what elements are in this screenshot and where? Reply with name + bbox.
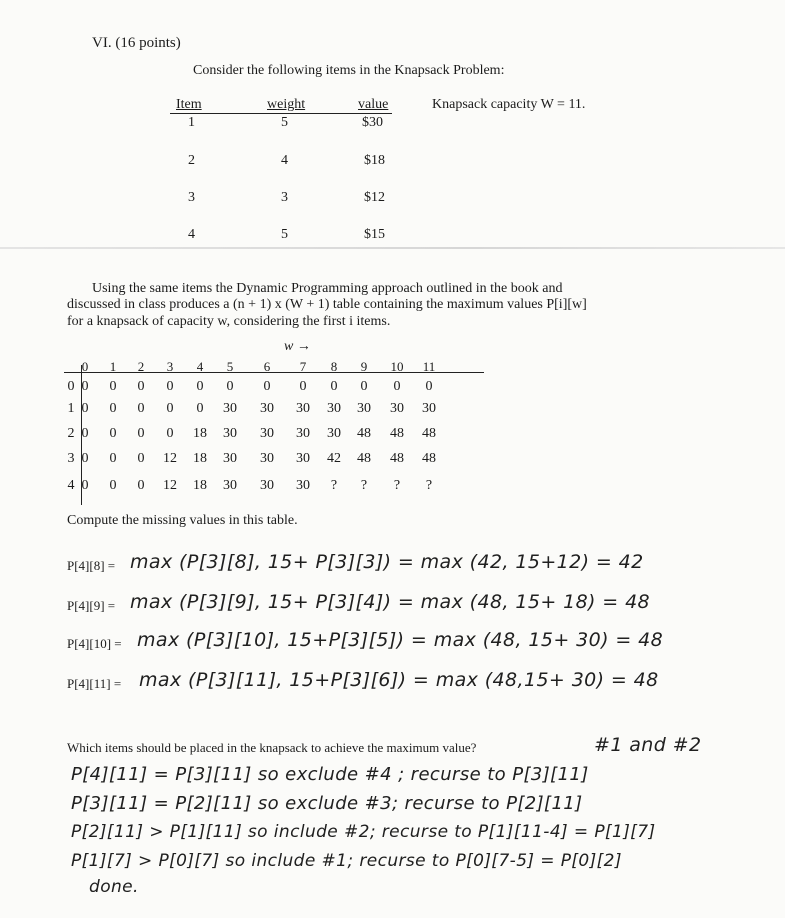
dp-col-header-0: 0 bbox=[81, 359, 89, 374]
dp-cell-2-7: 30 bbox=[296, 426, 310, 441]
dp-cell-4-1: 0 bbox=[109, 478, 117, 493]
dp-cell-4-0: 0 bbox=[81, 478, 89, 493]
items-question-prompt: Which items should be placed in the knapsack to achieve the maximum value? bbox=[67, 740, 477, 755]
dp-col-header-7: 7 bbox=[299, 359, 307, 374]
dp-cell-4-6: 30 bbox=[260, 478, 274, 493]
answer-work-p4-8: max (P[3][8], 15+ P[3][3]) = max (42, 15+12) = 42 bbox=[130, 551, 644, 573]
answer-label-p4-8: P[4][8] = bbox=[67, 558, 116, 573]
dp-cell-1-0: 0 bbox=[81, 401, 89, 416]
dp-cell-4-9: ? bbox=[360, 478, 368, 493]
dp-cell-2-8: 30 bbox=[327, 426, 341, 441]
dp-cell-3-1: 0 bbox=[109, 451, 117, 466]
dp-col-header-9: 9 bbox=[360, 359, 368, 374]
items-header-value: value bbox=[358, 97, 389, 112]
dp-cell-2-4: 18 bbox=[193, 426, 207, 441]
dp-cell-1-7: 30 bbox=[296, 401, 310, 416]
dp-cell-0-5: 0 bbox=[226, 379, 234, 394]
answer-work-p4-11: max (P[3][11], 15+P[3][6]) = max (48,15+ 30) = 48 bbox=[139, 669, 659, 691]
dp-cell-1-8: 30 bbox=[327, 401, 341, 416]
dp-cell-0-6: 0 bbox=[263, 379, 271, 394]
dp-cell-0-3: 0 bbox=[166, 379, 174, 394]
dp-col-header-6: 6 bbox=[263, 359, 271, 374]
dp-cell-4-3: 12 bbox=[163, 478, 177, 493]
dp-row-label-2: 2 bbox=[67, 426, 75, 441]
dp-cell-1-4: 0 bbox=[196, 401, 204, 416]
dp-col-header-8: 8 bbox=[330, 359, 338, 374]
dp-description-line-3: for a knapsack of capacity w, considering the first i items. bbox=[67, 314, 391, 329]
dp-axis-label: w → bbox=[284, 339, 311, 354]
items-row-1-item: 1 bbox=[188, 115, 195, 130]
dp-cell-4-2: 0 bbox=[137, 478, 145, 493]
dp-cell-0-7: 0 bbox=[299, 379, 307, 394]
items-header-weight: weight bbox=[267, 97, 306, 112]
items-header-rule bbox=[170, 113, 392, 114]
items-row-1-weight: 5 bbox=[281, 115, 288, 130]
dp-col-header-11: 11 bbox=[422, 359, 436, 374]
dp-cell-1-11: 30 bbox=[422, 401, 436, 416]
dp-cell-3-2: 0 bbox=[137, 451, 145, 466]
dp-cell-1-6: 30 bbox=[260, 401, 274, 416]
knapsack-capacity: Knapsack capacity W = 11. bbox=[432, 97, 586, 112]
dp-cell-0-1: 0 bbox=[109, 379, 117, 394]
items-row-4-weight: 5 bbox=[281, 227, 288, 242]
question-header: VI. (16 points) bbox=[92, 35, 181, 51]
dp-cell-3-7: 30 bbox=[296, 451, 310, 466]
dp-cell-2-3: 0 bbox=[166, 426, 174, 441]
dp-cell-1-9: 30 bbox=[357, 401, 371, 416]
trace-line-5: done. bbox=[89, 877, 139, 897]
dp-cell-2-2: 0 bbox=[137, 426, 145, 441]
dp-cell-0-11: 0 bbox=[425, 379, 433, 394]
dp-cell-0-9: 0 bbox=[360, 379, 368, 394]
dp-cell-4-8: ? bbox=[330, 478, 338, 493]
items-question-answer: #1 and #2 bbox=[594, 734, 702, 756]
dp-cell-2-11: 48 bbox=[422, 426, 436, 441]
dp-cell-0-0: 0 bbox=[81, 379, 89, 394]
dp-cell-1-2: 0 bbox=[137, 401, 145, 416]
dp-cell-4-5: 30 bbox=[223, 478, 237, 493]
dp-cell-2-6: 30 bbox=[260, 426, 274, 441]
dp-cell-1-10: 30 bbox=[390, 401, 404, 416]
dp-cell-3-6: 30 bbox=[260, 451, 274, 466]
dp-cell-3-0: 0 bbox=[81, 451, 89, 466]
trace-line-4: P[1][7] > P[0][7] so include #1; recurse to P[0][7-5] = P[0][2] bbox=[71, 851, 622, 871]
items-header-item: Item bbox=[176, 97, 202, 112]
compute-prompt: Compute the missing values in this table. bbox=[67, 513, 298, 528]
dp-cell-0-10: 0 bbox=[393, 379, 401, 394]
dp-cell-2-5: 30 bbox=[223, 426, 237, 441]
dp-cell-2-10: 48 bbox=[390, 426, 404, 441]
dp-cell-1-1: 0 bbox=[109, 401, 117, 416]
dp-cell-2-1: 0 bbox=[109, 426, 117, 441]
answer-label-p4-9: P[4][9] = bbox=[67, 598, 116, 613]
dp-cell-4-4: 18 bbox=[193, 478, 207, 493]
trace-line-1: P[4][11] = P[3][11] so exclude #4 ; recurse to P[3][11] bbox=[71, 764, 589, 785]
dp-cell-0-2: 0 bbox=[137, 379, 145, 394]
question-intro: Consider the following items in the Knapsack Problem: bbox=[193, 63, 505, 78]
dp-row-label-0: 0 bbox=[67, 379, 75, 394]
dp-cell-4-11: ? bbox=[425, 478, 433, 493]
dp-cell-3-9: 48 bbox=[357, 451, 371, 466]
dp-row-label-4: 4 bbox=[67, 478, 75, 493]
items-row-1-value: $30 bbox=[362, 115, 383, 130]
trace-line-3: P[2][11] > P[1][11] so include #2; recurse to P[1][11-4] = P[1][7] bbox=[71, 822, 656, 842]
dp-col-header-1: 1 bbox=[109, 359, 117, 374]
dp-col-header-5: 5 bbox=[226, 359, 234, 374]
dp-cell-3-11: 48 bbox=[422, 451, 436, 466]
dp-col-header-3: 3 bbox=[166, 359, 174, 374]
answer-label-p4-11: P[4][11] = bbox=[67, 676, 122, 691]
dp-description-line-2: discussed in class produces a (n + 1) x (W + 1) table containing the maximum values P[i][w] bbox=[67, 297, 587, 312]
dp-row-label-1: 1 bbox=[67, 401, 75, 416]
dp-cell-1-5: 30 bbox=[223, 401, 237, 416]
dp-cell-3-5: 30 bbox=[223, 451, 237, 466]
items-row-3-item: 3 bbox=[188, 190, 195, 205]
dp-cell-0-8: 0 bbox=[330, 379, 338, 394]
items-row-2-item: 2 bbox=[188, 153, 195, 168]
items-row-4-value: $15 bbox=[364, 227, 385, 242]
dp-col-header-4: 4 bbox=[196, 359, 204, 374]
dp-description-line-1: Using the same items the Dynamic Programming approach outlined in the book and bbox=[92, 281, 563, 296]
items-row-2-weight: 4 bbox=[281, 153, 288, 168]
answer-label-p4-10: P[4][10] = bbox=[67, 636, 122, 651]
items-row-3-value: $12 bbox=[364, 190, 385, 205]
answer-work-p4-9: max (P[3][9], 15+ P[3][4]) = max (48, 15+ 18) = 48 bbox=[130, 591, 651, 613]
dp-cell-2-9: 48 bbox=[357, 426, 371, 441]
dp-row-label-3: 3 bbox=[67, 451, 75, 466]
trace-line-2: P[3][11] = P[2][11] so exclude #3; recurse to P[2][11] bbox=[71, 793, 583, 814]
dp-cell-3-10: 48 bbox=[390, 451, 404, 466]
page-fold-line bbox=[0, 247, 785, 249]
dp-col-header-2: 2 bbox=[137, 359, 145, 374]
dp-cell-3-4: 18 bbox=[193, 451, 207, 466]
items-row-2-value: $18 bbox=[364, 153, 385, 168]
dp-cell-4-7: 30 bbox=[296, 478, 310, 493]
dp-cell-1-3: 0 bbox=[166, 401, 174, 416]
dp-col-header-10: 10 bbox=[390, 359, 404, 374]
dp-cell-3-8: 42 bbox=[327, 451, 341, 466]
items-row-4-item: 4 bbox=[188, 227, 195, 242]
items-row-3-weight: 3 bbox=[281, 190, 288, 205]
dp-cell-0-4: 0 bbox=[196, 379, 204, 394]
dp-cell-2-0: 0 bbox=[81, 426, 89, 441]
dp-cell-4-10: ? bbox=[393, 478, 401, 493]
answer-work-p4-10: max (P[3][10], 15+P[3][5]) = max (48, 15+ 30) = 48 bbox=[137, 629, 664, 651]
dp-cell-3-3: 12 bbox=[163, 451, 177, 466]
